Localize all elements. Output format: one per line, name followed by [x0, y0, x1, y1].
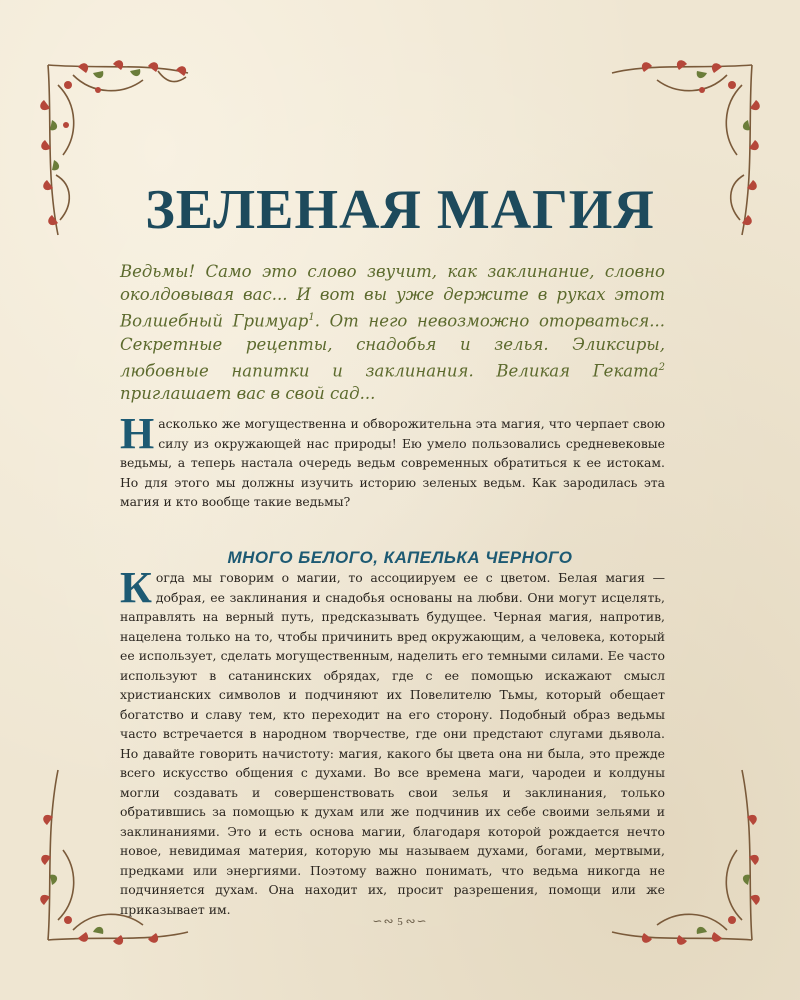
drop-cap: Н [120, 409, 155, 458]
intro-part-1: Ведьмы! Само это слово звучит, как заклинание, словно околдовывая вас... И вот вы уже держите в руках этот Волшебный Гримуар [120, 262, 665, 331]
intro-text [120, 260, 665, 405]
intro-part-3: приглашает вас в свой сад... [120, 384, 376, 403]
paragraph-2 [120, 563, 665, 919]
paragraph-1-text: асколько же могущественна и обворожительна эта магия, что черпает свою силу из окружающей нас природы! Ею умело пользовались средневековые ведьмы, а теперь настала очередь ведьм современных обратиться к ее истокам. Но для этого мы должны изучить историю зеленых ведьм. Как зародилась эта магия и кто вообще такие ведьмы? [120, 416, 665, 509]
paragraph-2-text: огда мы говорим о магии, то ассоциируем ее с цветом. Белая магия — добрая, ее заклинания и снадобья основаны на любви. Они могут исцелять, направлять на верный путь, предсказывать будущее. Черная магия, напротив, нацелена только на то, чтобы причинить вред окружающим, а человека, который ее использует, сделать могущественным, наделить его темными силами. Ее часто используют в сатанинских обрядах, где с ее помощью искажают смысл христианских символов и подчиняют их Повелителю Тьмы, который обещает богатство и славу тем, кто переходит на его сторону. Подобный образ ведьмы часто встречается в народном творчестве, где они предстают слугами дьявола. Но давайте говорить начистоту: магия, какого бы цвета она ни была, это прежде всего искусство общения с духами. Во все времена маги, чародеи и колдуны могли создавать и совершенствовать свои зелья и заклинания, только обратившись за помощью к духам или же подчинив их себе своими зельями и заклинаниями. Это и есть основа магии, благодаря которой рождается нечто новое, невидимая материя, которую мы называем духами, богами, мертвыми, предками или энергиями. Поэтому важно понимать, что ведьма никогда не подчиняется духам. Она находит их, просит разрешения, помощи или же приказывает им. [120, 570, 665, 917]
swirl-ornament-left-icon: ∽∾ [372, 914, 395, 928]
section-heading: МНОГО БЕЛОГО, КАПЕЛЬКА ЧЕРНОГО [227, 548, 573, 568]
page-number: 5 [397, 916, 403, 928]
footnote-marker-1[interactable]: 1 [308, 312, 315, 323]
page-title: ЗЕЛЕНАЯ МАГИЯ [145, 178, 655, 241]
drop-cap: К [120, 563, 152, 612]
page-footer [0, 914, 800, 929]
swirl-ornament-right-icon: ∾∽ [405, 914, 428, 928]
intro-part-2: . От него невозможно оторваться... Секретные рецепты, снадобья и зелья. Эликсиры, любовные напитки и заклинания. Великая Геката [120, 311, 665, 380]
footnote-marker-2[interactable]: 2 [658, 361, 665, 373]
paragraph-1 [120, 409, 665, 512]
